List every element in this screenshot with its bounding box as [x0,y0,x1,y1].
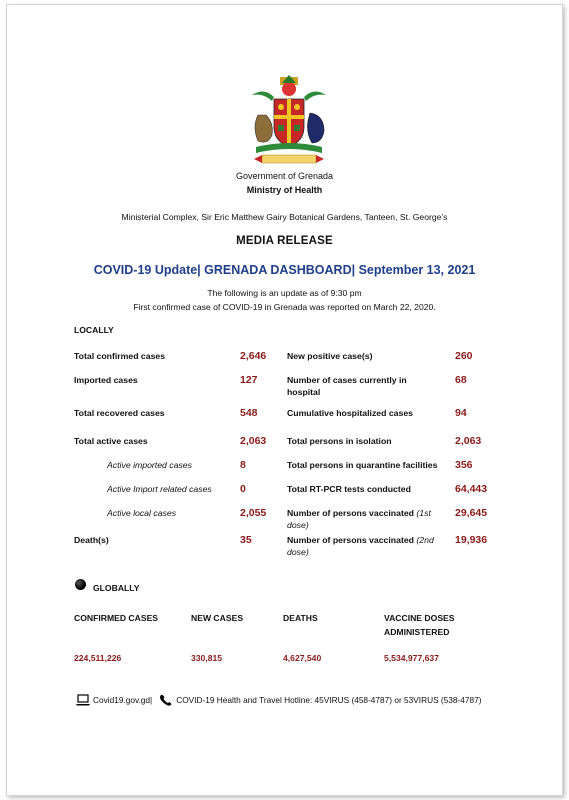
ministry-name: Ministry of Health [246,185,323,195]
update-title: COVID-19 Update| GRENADA DASHBOARD| September 13, 2021 [93,263,476,277]
document-page [6,4,563,796]
stat-label: Active imported cases [107,460,192,470]
stat-label: Total RT-PCR tests conducted [287,484,411,494]
ministry-address: Ministerial Complex, Sir Eric Matthew Gairy Botanical Gardens, Tanteen, St. George’s [121,212,448,222]
stat-label: Imported cases [74,375,138,385]
update-time-note: The following is an update as of 9:30 pm [207,288,362,298]
global-value-confirmed: 224,511,226 [74,653,122,663]
hotline-text: COVID-19 Health and Travel Hotline: 45VIRUS (458-4787) or 53VIRUS (538-4787) [176,695,482,705]
stat-value: 548 [240,407,258,419]
global-value-new: 330,815 [191,653,223,663]
stat-label: Death(s) [74,535,109,545]
locally-heading: LOCALLY [74,325,114,335]
stat-label: Active Import related cases [107,484,212,494]
stat-label: Number of persons vaccinated (1st dose) [287,508,431,530]
stat-value: 2,063 [455,435,482,447]
stat-label: New positive case(s) [287,351,373,361]
global-header-deaths: DEATHS [283,613,318,623]
footer-contact [75,693,482,707]
globally-heading: GLOBALLY [93,583,140,593]
website-link[interactable]: Covid19.gov.gd| [93,695,153,705]
stat-value: 260 [455,350,473,362]
global-header-vaccines: VACCINE DOSES ADMINISTERED [384,613,455,637]
stat-label: Active local cases [107,508,177,518]
global-value-deaths: 4,627,540 [283,653,322,663]
stat-label: Total recovered cases [74,408,165,418]
stat-value: 2,055 [240,507,267,519]
stat-label: Number of cases currently in hospital [287,375,407,397]
stat-value: 35 [240,534,252,546]
government-name: Government of Grenada [235,171,334,181]
stat-value: 0 [240,483,246,495]
phone-icon [158,693,174,707]
media-release-label: MEDIA RELEASE [236,235,333,247]
global-header-new: NEW CASES [191,613,244,623]
stat-label: Number of persons vaccinated (2nd dose) [287,535,434,557]
global-header-confirmed: CONFIRMED CASES [74,613,159,623]
stat-value: 64,443 [455,483,488,495]
bullet-icon [75,579,86,590]
stat-label: Total persons in isolation [287,436,392,446]
stat-value: 68 [455,374,467,386]
stat-value: 19,936 [455,534,488,546]
global-value-vaccines: 5,534,977,637 [384,653,439,663]
stat-value: 127 [240,374,258,386]
stat-label: Cumulative hospitalized cases [287,408,414,418]
stat-value: 356 [455,459,473,471]
stat-value: 29,645 [455,507,488,519]
stat-label: Total active cases [74,436,148,446]
stat-value: 2,646 [240,350,267,362]
stat-value: 8 [240,459,246,471]
first-case-note: First confirmed case of COVID-19 in Grenada was reported on March 22, 2020. [133,302,436,312]
stat-value: 94 [455,407,467,419]
stat-label: Total persons in quarantine facilities [287,460,438,470]
coat-of-arms-icon [244,75,334,167]
stat-value: 2,063 [240,435,267,447]
stat-label: Total confirmed cases [74,351,166,361]
laptop-icon [75,693,91,707]
